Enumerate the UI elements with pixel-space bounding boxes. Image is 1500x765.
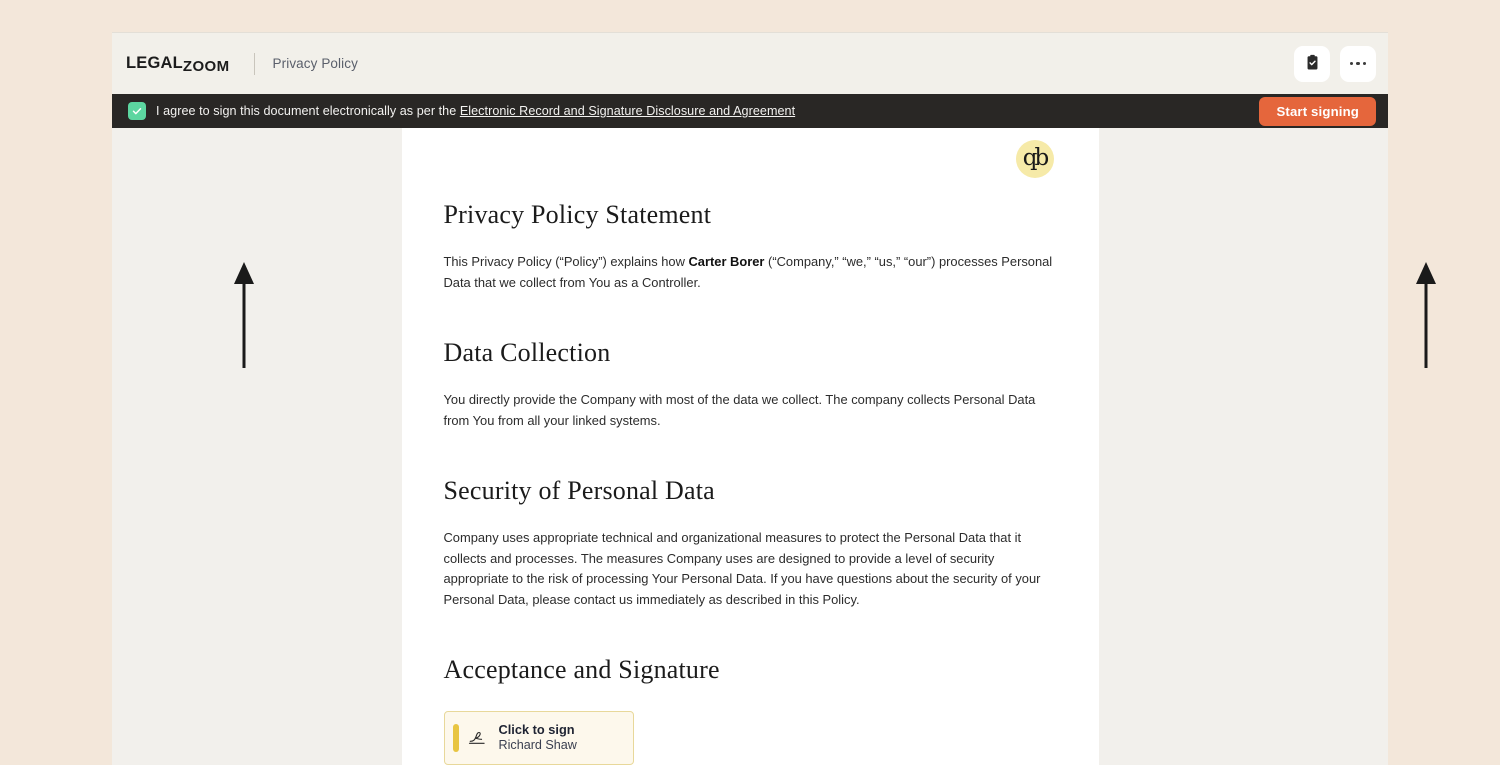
header-divider <box>254 53 255 75</box>
page-title: Privacy Policy <box>272 56 358 71</box>
agree-checkbox[interactable] <box>128 102 146 120</box>
signature-field[interactable] <box>444 711 634 765</box>
document-page <box>402 128 1099 765</box>
section-body-data-collection: You directly provide the Company with most of the data we collect. The company collects Personal Data from You from all your linked systems. <box>443 391 1036 428</box>
signature-action-label: Click to sign <box>498 722 575 738</box>
section-heading-data-collection: Data Collection <box>443 337 611 367</box>
signer-name: Richard Shaw <box>498 738 577 753</box>
app-window <box>112 32 1388 753</box>
body-text-after: (“Company,” “we,” “us,” “our”) processes Personal Data that we collect from You as a Controller. <box>443 254 1053 290</box>
disclosure-link[interactable]: Electronic Record and Signature Disclosure and Agreement <box>459 104 796 118</box>
consent-statement: I agree to sign this document electronically as per the <box>156 104 457 118</box>
brand-secondary-text: ZOOM <box>182 58 230 76</box>
legalzoom-logo <box>126 54 230 76</box>
start-signing-button[interactable]: Start signing <box>1259 97 1376 126</box>
signature-pen-icon <box>468 730 490 746</box>
clipboard-check-button[interactable] <box>1294 46 1330 82</box>
signature-accent-bar <box>453 724 459 752</box>
document-viewer[interactable] <box>112 128 1388 765</box>
section-heading-security-of-personal-data: Security of Personal Data <box>443 475 715 505</box>
document-content <box>444 128 1057 765</box>
checkmark-icon <box>131 105 143 117</box>
body-text-before: This Privacy Policy (“Policy”) explains how <box>443 254 689 269</box>
section-heading-acceptance-and-signature: Acceptance and Signature <box>443 655 720 685</box>
section-body-security-of-personal-data: Company uses appropriate technical and organizational measures to protect the Personal Data that it collects and processes. The measures Company uses are designed to provide a level of security appropriate to the risk of processing Your Personal Data. If you have questions about the security of your Personal Data, please contact us immediately as described in this Policy. <box>443 529 1041 608</box>
brand[interactable] <box>126 54 230 76</box>
top-bar <box>112 32 1388 94</box>
section-body-privacy-policy-statement <box>444 252 1056 294</box>
consent-text <box>156 104 795 118</box>
clipboard-check-icon <box>1304 54 1321 74</box>
ellipsis-icon <box>1350 62 1367 66</box>
left-scroll-up-arrow <box>232 260 256 370</box>
company-logo <box>1016 140 1054 178</box>
more-options-button[interactable] <box>1340 46 1376 82</box>
right-scroll-up-arrow <box>1414 260 1438 370</box>
company-logo-monogram: qb <box>1022 144 1047 171</box>
signature-labels <box>499 722 577 754</box>
brand-primary-text: LEGAL <box>126 54 183 73</box>
consent-banner <box>112 94 1388 128</box>
company-name: Carter Borer <box>688 254 765 269</box>
section-heading-privacy-policy-statement: Privacy Policy Statement <box>443 200 712 229</box>
